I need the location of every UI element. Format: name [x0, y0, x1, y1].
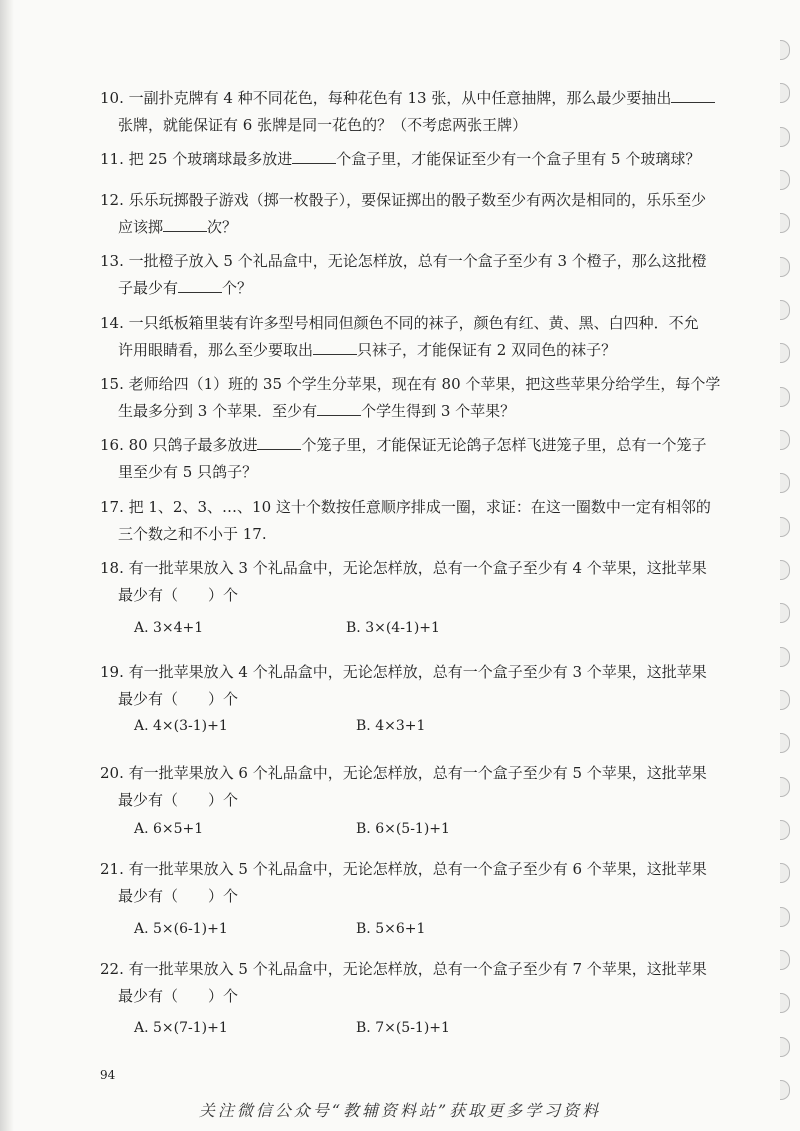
question-16 — [100, 432, 720, 486]
question-text: 三个数之和不小于 17. — [118, 525, 267, 543]
question-text: 生最多分到 3 个苹果．至少有 — [118, 402, 318, 420]
question-text: 21. 有一批苹果放入 5 个礼品盒中，无论怎样放，总有一个盒子至少有 6 个苹果，这批苹果 — [100, 860, 707, 878]
question-text: 个学生得到 3 个苹果？ — [361, 402, 516, 420]
choice-a[interactable]: A. 3×4+1 — [134, 620, 204, 636]
question-text: 14. 一只纸板箱里装有许多型号相同但颜色不同的袜子，颜色有红、黄、黑、白四种．不允 — [100, 314, 699, 332]
question-text: 18. 有一批苹果放入 3 个礼品盒中，无论怎样放，总有一个盒子至少有 4 个苹果，这批苹果 — [100, 559, 707, 577]
choice-b[interactable]: B. 5×6+1 — [356, 921, 426, 937]
question-11 — [100, 146, 720, 173]
question-15 — [100, 371, 720, 425]
question-17 — [100, 494, 720, 548]
question-text: 个笼子里，才能保证无论鸽子怎样飞进笼子里，总有一个笼子 — [301, 436, 707, 454]
question-18 — [100, 555, 720, 609]
page-number: 94 — [100, 1068, 116, 1082]
question-12 — [100, 187, 720, 241]
question-text: 17. 把 1、2、3、…、10 这十个数按任意顺序排成一圈，求证：在这一圈数中一定有相邻的 — [100, 498, 711, 516]
choice-a[interactable]: A. 4×(3-1)+1 — [134, 718, 228, 734]
question-text: 最少有（ ）个 — [118, 791, 239, 809]
question-text: 最少有（ ）个 — [118, 987, 239, 1005]
question-text: 15. 老师给四（1）班的 35 个学生分苹果，现在有 80 个苹果，把这些苹果分给学生，每个学 — [100, 375, 721, 393]
answer-blank[interactable] — [257, 435, 301, 450]
question-text: 16. 80 只鸽子最多放进 — [100, 436, 258, 454]
answer-blank[interactable] — [163, 217, 207, 232]
page-edge-shadow — [0, 0, 14, 1131]
question-text: 个盒子里，才能保证至少有一个盒子里有 5 个玻璃球？ — [336, 150, 701, 168]
question-13 — [100, 248, 720, 302]
answer-blank[interactable] — [313, 340, 357, 355]
question-text: 应该掷 — [118, 218, 164, 236]
question-text: 10. 一副扑克牌有 4 种不同花色，每种花色有 13 张，从中任意抽牌，那么最少要抽出 — [100, 89, 672, 107]
question-text: 12. 乐乐玩掷骰子游戏（掷一枚骰子），要保证掷出的骰子数至少有两次是相同的，乐乐至少 — [100, 191, 707, 209]
choice-a[interactable]: A. 5×(7-1)+1 — [134, 1020, 228, 1036]
question-text: 里至少有 5 只鸽子？ — [118, 463, 258, 481]
question-20 — [100, 760, 720, 814]
question-text: 最少有（ ）个 — [118, 586, 239, 604]
footer-watermark: 关注微信公众号“教辅资料站”获取更多学习资料 — [198, 1101, 602, 1120]
question-text: 19. 有一批苹果放入 4 个礼品盒中，无论怎样放，总有一个盒子至少有 3 个苹果，这批苹果 — [100, 663, 707, 681]
question-10 — [100, 85, 720, 139]
choice-b[interactable]: B. 4×3+1 — [356, 718, 426, 734]
choice-a[interactable]: A. 5×(6-1)+1 — [134, 921, 228, 937]
question-text: 最少有（ ）个 — [118, 690, 239, 708]
question-text: 子最少有 — [118, 279, 179, 297]
question-text: 20. 有一批苹果放入 6 个礼品盒中，无论怎样放，总有一个盒子至少有 5 个苹果，这批苹果 — [100, 764, 707, 782]
choice-a[interactable]: A. 6×5+1 — [134, 821, 204, 837]
binder-holes — [780, 40, 796, 1100]
choice-b[interactable]: B. 7×(5-1)+1 — [356, 1020, 450, 1036]
question-text: 只袜子，才能保证有 2 双同色的袜子？ — [357, 341, 617, 359]
question-21 — [100, 856, 720, 910]
question-text: 次？ — [207, 218, 238, 236]
answer-blank[interactable] — [292, 149, 336, 164]
question-14 — [100, 310, 720, 364]
question-text: 最少有（ ）个 — [118, 887, 239, 905]
question-text: 张牌，就能保证有 6 张牌是同一花色的？（不考虑两张王牌） — [118, 116, 528, 134]
choice-b[interactable]: B. 3×(4-1)+1 — [346, 620, 440, 636]
answer-blank[interactable] — [671, 88, 715, 103]
answer-blank[interactable] — [178, 278, 222, 293]
question-text: 11. 把 25 个玻璃球最多放进 — [100, 150, 293, 168]
question-text: 13. 一批橙子放入 5 个礼品盒中，无论怎样放，总有一个盒子至少有 3 个橙子，那么这批橙 — [100, 252, 707, 270]
answer-blank[interactable] — [317, 401, 361, 416]
question-text: 许用眼睛看，那么至少要取出 — [118, 341, 314, 359]
question-19 — [100, 659, 720, 713]
choice-b[interactable]: B. 6×(5-1)+1 — [356, 821, 450, 837]
question-text: 个？ — [222, 279, 253, 297]
question-text: 22. 有一批苹果放入 5 个礼品盒中，无论怎样放，总有一个盒子至少有 7 个苹果，这批苹果 — [100, 960, 707, 978]
question-22 — [100, 956, 720, 1010]
